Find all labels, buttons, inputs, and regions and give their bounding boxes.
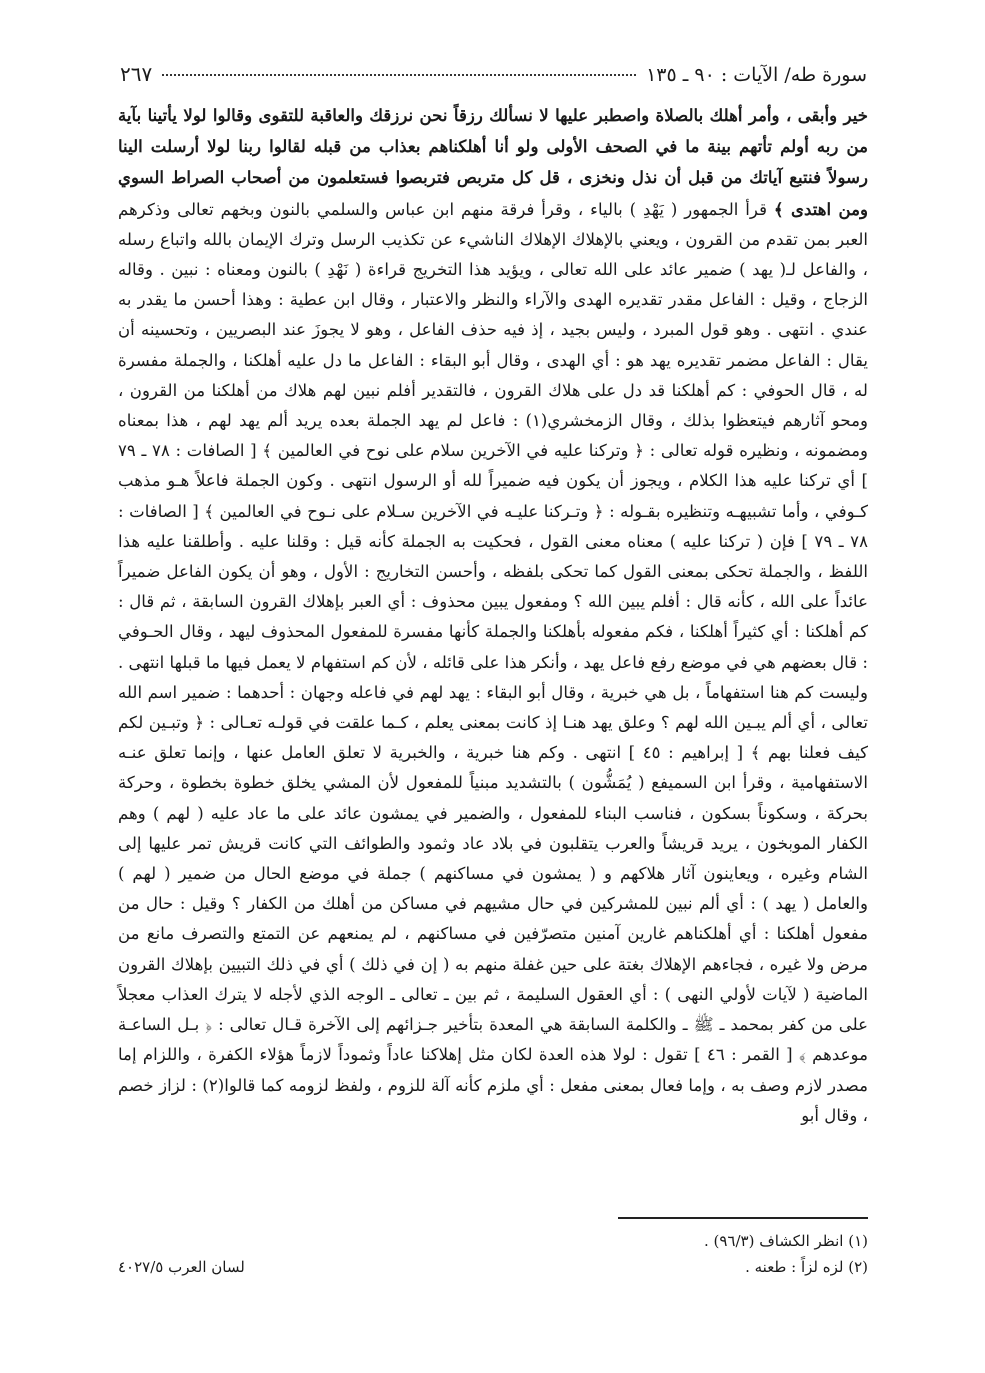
quranic-verse: خير وأبقى ، وأمر أهلك بالصلاة واصطبر عليها لا نسألك رزقاً نحن نرزقك والعاقبة للتقوى وقالوا لولا يأتينا بآية من ربه أولم تأتهم بينة ما في الصحف الأولى ولو أنا أهلكناهم بعذاب من قبله لقالوا ربنا لولا أرسلت الينا رسولاً فنتبع آياتك من قبل أن نذل ونخزى ، قل كل متربص فتربصوا فستعلمون من أصحاب الصراط السوي ومن اهتدى ﴾ (118, 105, 868, 219)
footnote-text: (١) انظر الكشاف (٩٦/٣) . (703, 1232, 868, 1250)
tafsir-commentary: قرأ الجمهور ( يَهْدِ ) بالياء ، وقرأ فرقة منهم ابن عباس والسلمي بالنون وبخهم تعالى وذكرهم العبر بمن تقدم من القرون ، ويعني بالإهلاك الإهلاك الناشيء عن تكذيب الرسل وترك الإيمان بالله واتباع رسله ، والفاعل لـ( يهد ) ضمير عائد على الله تعالى ، ويؤيد هذا التخريج قراءة ( نَهْدِ ) بالنون ومعناه : نبين . وقاله الزجاج ، وقيل : الفاعل مقدر تقديره الهدى والآراء والنظر والاعتبار ، وقال ابن عطية : وهذا أحسن ما يقدر به عندي . انتهى . وهو قول المبرد ، وليس بجيد ، إذ فيه حذف الفاعل ، وهو لا يجوزَ عند البصريين ، وتحسينه أن يقال : الفاعل مضمر تقديره يهد هو : أي الهدى ، وقال أبو البقاء : الفاعل ما دل عليه أهلكنا ، والجملة مفسرة له ، قال الحوفي : كم أهلكنا قد دل على هلاك القرون ، فالتقدير أفلم نبين لهم هلاك من أهلكنا من القرون ، ومحو آثارهم فيتعظوا بذلك ، وقال الزمخشري(١) : فاعل لم يهد الجملة بعده يريد ألم يهد لهم ، هذا بمعناه ومضمونه ، ونظيره قوله تعالى : ﴿ وتركنا عليه في الآخرين سلام على نوح في العالمين ﴾ [ الصافات : ٧٨ ـ ٧٩ ] أي تركنا عليه هذا الكلام ، ويجوز أن يكون فيه ضميراً لله أو الرسول انتهى . وكون الجملة فاعلاً هـو مذهب كـوفي ، وأما تشبيهـه وتنظيره بقـوله : ﴿ وتـركنا عليـه في الآخرين سـلام على نـوح في العالمين ﴾ [ الصافات : ٧٨ ـ ٧٩ ] فإن ( تركنا عليه ) معناه معنى القول ، فحكيت به الجملة كأنه قيل : وقلنا عليه . وأطلقنا عليه هذا اللفظ ، والجملة تحكى بمعنى القول كما تحكى بلفظه ، وأحسن التخاريج : الأول ، وهو أن يكون الفاعل ضميراً عائداً على الله ، كأنه قال : أفلم يبين الله ؟ ومفعول يبين محذوف : أي العبر بإهلاك القرون السابقة ، ثم قال : كم أهلكنا : أي كثيراً أهلكنا ، فكم مفعوله بأهلكنا والجملة كأنها مفسرة للمفعول المحذوف ليهد ، وقال الحـوفي : قال بعضهم هي في موضع رفع فاعل يهد ، وأنكر هذا على قائله ، لأن كم استفهام لا يعمل فيها ما قبلها انتهى . وليست كم هنا استفهاماً ، بل هي خبرية ، وقال أبو البقاء : يهد لهم في فاعله وجهان : أحدهما : ضمير اسم الله تعالى ، أي ألم يبـين الله لهم ؟ وعلق يهد هنـا إذ كانت بمعنى يعلم ، كـما علقت في قولـه تعـالى : ﴿ وتبـين لكم كيف فعلنا بهم ﴾ [ إبراهيم : ٤٥ ] انتهى . وكم هنا خبرية ، والخبرية لا تعلق العامل عنها ، وإنما تعلق عنـه الاستفهامية ، وقرأ ابن السميفع ( يُمَشُّون ) بالتشديد مبنياً للمفعول لأن المشي يخلق خطوة بخطوة ، وحركة بحركة ، وسكوناً بسكون ، فناسب البناء للمفعول ، والضمير في يمشون عائد على ما عاد عليه ( لهم ) وهم الكفار الموبخون ، يريد قريشاً والعرب يتقلبون في بلاد عاد وثمود والطوائف التي كانت قريش تمر عليها إلى الشام وغيره ، ويعاينون آثار هلاكهم و ( يمشون في مساكنهم ) جملة في موضع الحال من ضمير ( لهم ) والعامل ( يهد ) : أي ألم نبين للمشركين في حال مشيهم في مساكن من أهلك من الكفار ؟ وقيل : حال من مفعول أهلكنا : أي أهلكناهم غارين آمنين متصرّفين في مساكنهم ، لم يمنعهم عن التمتع والتصرف مانع من مرض ولا غيره ، فجاءهم الإهلاك بغتة على حين غفلة منهم به ( إن في ذلك ) أي في ذلك التبيين بإهلاك القرون الماضية ( لآيات لأولي النهى ) : أي العقول السليمة ، ثم بين ـ تعالى ـ الوجه الذي لأجله لا يترك العذاب معجلاً على من كفر بمحمد ـ ﷺ ـ والكلمة السابقة هي المعدة بتأخير جـزائهم إلى الآخرة قـال تعالى : ﴿ بـل الساعـة موعدهم ﴾ [ القمر : ٤٦ ] تقول : لولا هذه العدة لكان مثل إهلاكنا عاداً وثموداً لازماً هؤلاء الكفرة ، واللزام إما مصدر لازم وصف به ، وإما فعال بمعنى مفعل : أي ملزم كأنه آلة للزوم ، ولفظ لزومه كما قالوا(٢) : لزاز خصم ، وقال أبو (118, 199, 868, 1125)
running-header (120, 62, 867, 92)
footnote-text: (٢) لزه لزاً : طعنه . (745, 1258, 868, 1276)
footnote-reference: لسان العرب ٤٠٢٧/٥ (118, 1258, 245, 1276)
footnotes (118, 1228, 868, 1280)
main-text (118, 100, 868, 1131)
page-number: ٢٦٧ (120, 62, 153, 86)
footnote-separator (618, 1217, 868, 1219)
main-paragraph (118, 100, 868, 1131)
surah-title: سورة طه/ الآيات : ٩٠ ـ ١٣٥ (646, 64, 867, 86)
footnote-1 (118, 1228, 868, 1254)
footnote-2 (118, 1254, 868, 1280)
leader-dots (162, 74, 636, 76)
